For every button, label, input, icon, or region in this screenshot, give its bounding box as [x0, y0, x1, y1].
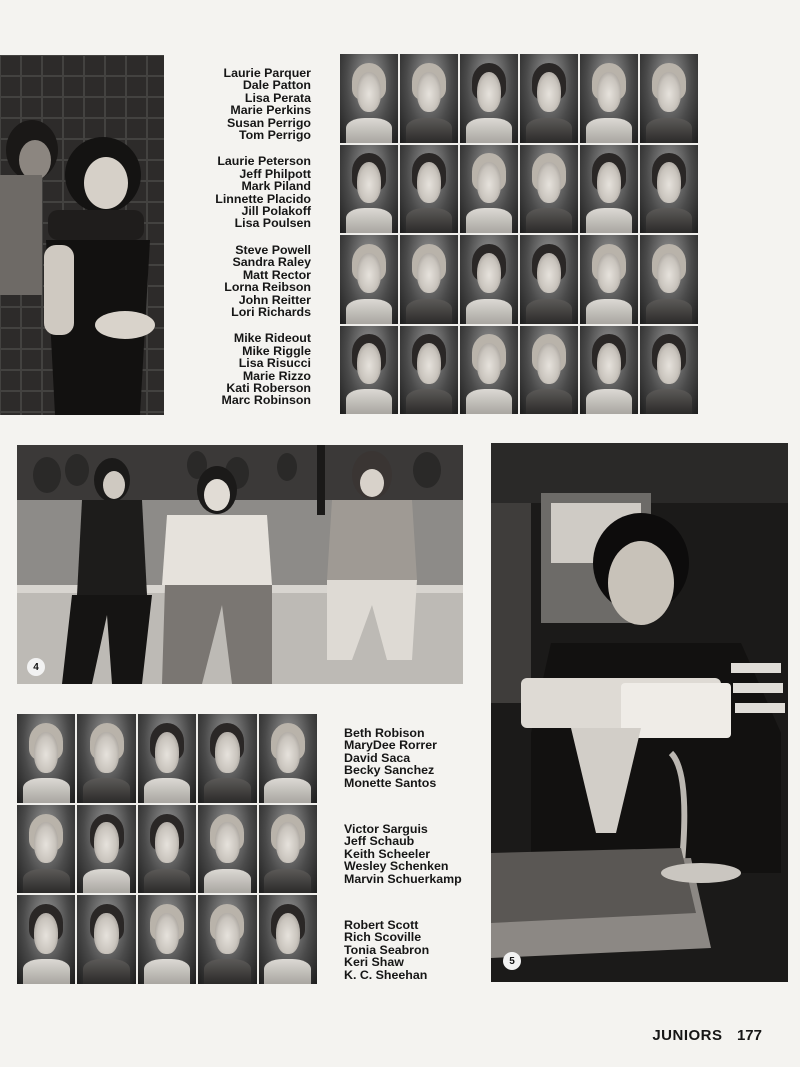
name: Jeff Philpott	[239, 166, 311, 181]
student-portrait	[640, 235, 698, 324]
student-portrait	[400, 326, 458, 415]
name: Becky Sanchez	[344, 763, 435, 778]
name: Robert Scott	[344, 918, 419, 933]
student-portrait	[580, 54, 638, 143]
name: MaryDee Rorrer	[344, 738, 437, 753]
name: Steve Powell	[235, 242, 311, 257]
name: Kati Roberson	[226, 380, 311, 395]
student-portrait	[138, 714, 196, 803]
name: Sandra Raley	[232, 255, 311, 270]
student-portrait	[640, 326, 698, 415]
photo-number-badge: 4	[27, 658, 45, 676]
student-portrait	[460, 326, 518, 415]
student-portrait	[520, 235, 578, 324]
name: Lisa Perata	[244, 90, 311, 105]
name-group-2	[180, 155, 311, 229]
student-portrait	[580, 235, 638, 324]
student-portrait	[460, 54, 518, 143]
student-portrait	[17, 895, 75, 984]
student-portrait	[138, 805, 196, 894]
student-portrait	[77, 805, 135, 894]
student-portrait	[520, 145, 578, 234]
page-number: 177	[736, 1027, 762, 1044]
name: Jeff Schaub	[344, 834, 415, 849]
name: Keri Shaw	[344, 955, 404, 970]
photo-number-badge: 5	[503, 952, 521, 970]
name: Marc Robinson	[221, 393, 311, 408]
name: Marvin Schuerkamp	[344, 871, 462, 886]
student-portrait	[259, 714, 317, 803]
name: Mark Piland	[241, 179, 311, 194]
student-portrait	[400, 145, 458, 234]
student-portrait	[138, 895, 196, 984]
name: Marie Rizzo	[242, 368, 311, 383]
name: Mike Rideout	[233, 331, 311, 346]
student-portrait	[640, 54, 698, 143]
section-title: JUNIORS	[652, 1027, 723, 1044]
name: Keith Scheeler	[344, 846, 431, 861]
student-portrait	[17, 714, 75, 803]
group-photo-outdoor	[17, 445, 463, 684]
name: Linnette Placido	[215, 191, 311, 206]
name: Victor Sarguis	[344, 822, 428, 837]
student-portrait	[198, 714, 256, 803]
student-portrait	[77, 895, 135, 984]
name: Wesley Schenken	[344, 859, 449, 874]
name-group-3	[180, 244, 311, 318]
name-group-4	[180, 332, 311, 406]
names-column-top	[180, 67, 311, 421]
name-group-7	[344, 919, 484, 981]
name: Lisa Risucci	[238, 356, 311, 371]
name: Lisa Poulsen	[234, 216, 311, 231]
name: Laurie Parquer	[223, 66, 311, 80]
student-portrait	[198, 805, 256, 894]
name: K. C. Sheehan	[344, 967, 428, 982]
page-footer	[652, 1027, 762, 1045]
name-group-5	[344, 727, 484, 789]
student-portrait	[400, 235, 458, 324]
name-group-6	[344, 823, 484, 885]
name: John Reitter	[238, 292, 311, 307]
student-portrait	[580, 326, 638, 415]
student-portrait	[340, 326, 398, 415]
names-column-bottom	[344, 727, 484, 995]
name: Susan Perrigo	[226, 115, 311, 130]
name: Lori Richards	[231, 304, 311, 319]
name: Tom Perrigo	[238, 128, 311, 143]
student-portrait	[340, 235, 398, 324]
student-portrait	[259, 805, 317, 894]
portrait-grid-bottom	[17, 714, 317, 984]
name: Rich Scoville	[344, 930, 422, 945]
student-portrait	[520, 326, 578, 415]
name: Dale Patton	[242, 78, 311, 93]
name: Marie Perkins	[230, 103, 311, 118]
name: Laurie Peterson	[217, 154, 311, 169]
name: Jill Polakoff	[241, 204, 311, 219]
name: Mike Riggle	[242, 343, 311, 358]
student-portrait	[259, 895, 317, 984]
student-portrait	[17, 805, 75, 894]
student-portrait	[400, 54, 458, 143]
name: Matt Rector	[242, 267, 311, 282]
student-portrait	[77, 714, 135, 803]
name-group-1	[180, 67, 311, 141]
student-photo-machine	[491, 443, 788, 982]
student-portrait	[340, 54, 398, 143]
student-portrait	[640, 145, 698, 234]
candid-photo-hallway	[0, 55, 164, 415]
student-portrait	[340, 145, 398, 234]
student-portrait	[198, 895, 256, 984]
name: Tonia Seabron	[344, 942, 430, 957]
name: Beth Robison	[344, 726, 425, 740]
student-portrait	[460, 235, 518, 324]
student-portrait	[460, 145, 518, 234]
name: David Saca	[344, 750, 411, 765]
student-portrait	[520, 54, 578, 143]
student-portrait	[580, 145, 638, 234]
name: Lorna Reibson	[224, 280, 311, 295]
name: Monette Santos	[344, 775, 437, 790]
portrait-grid-top	[340, 54, 698, 414]
